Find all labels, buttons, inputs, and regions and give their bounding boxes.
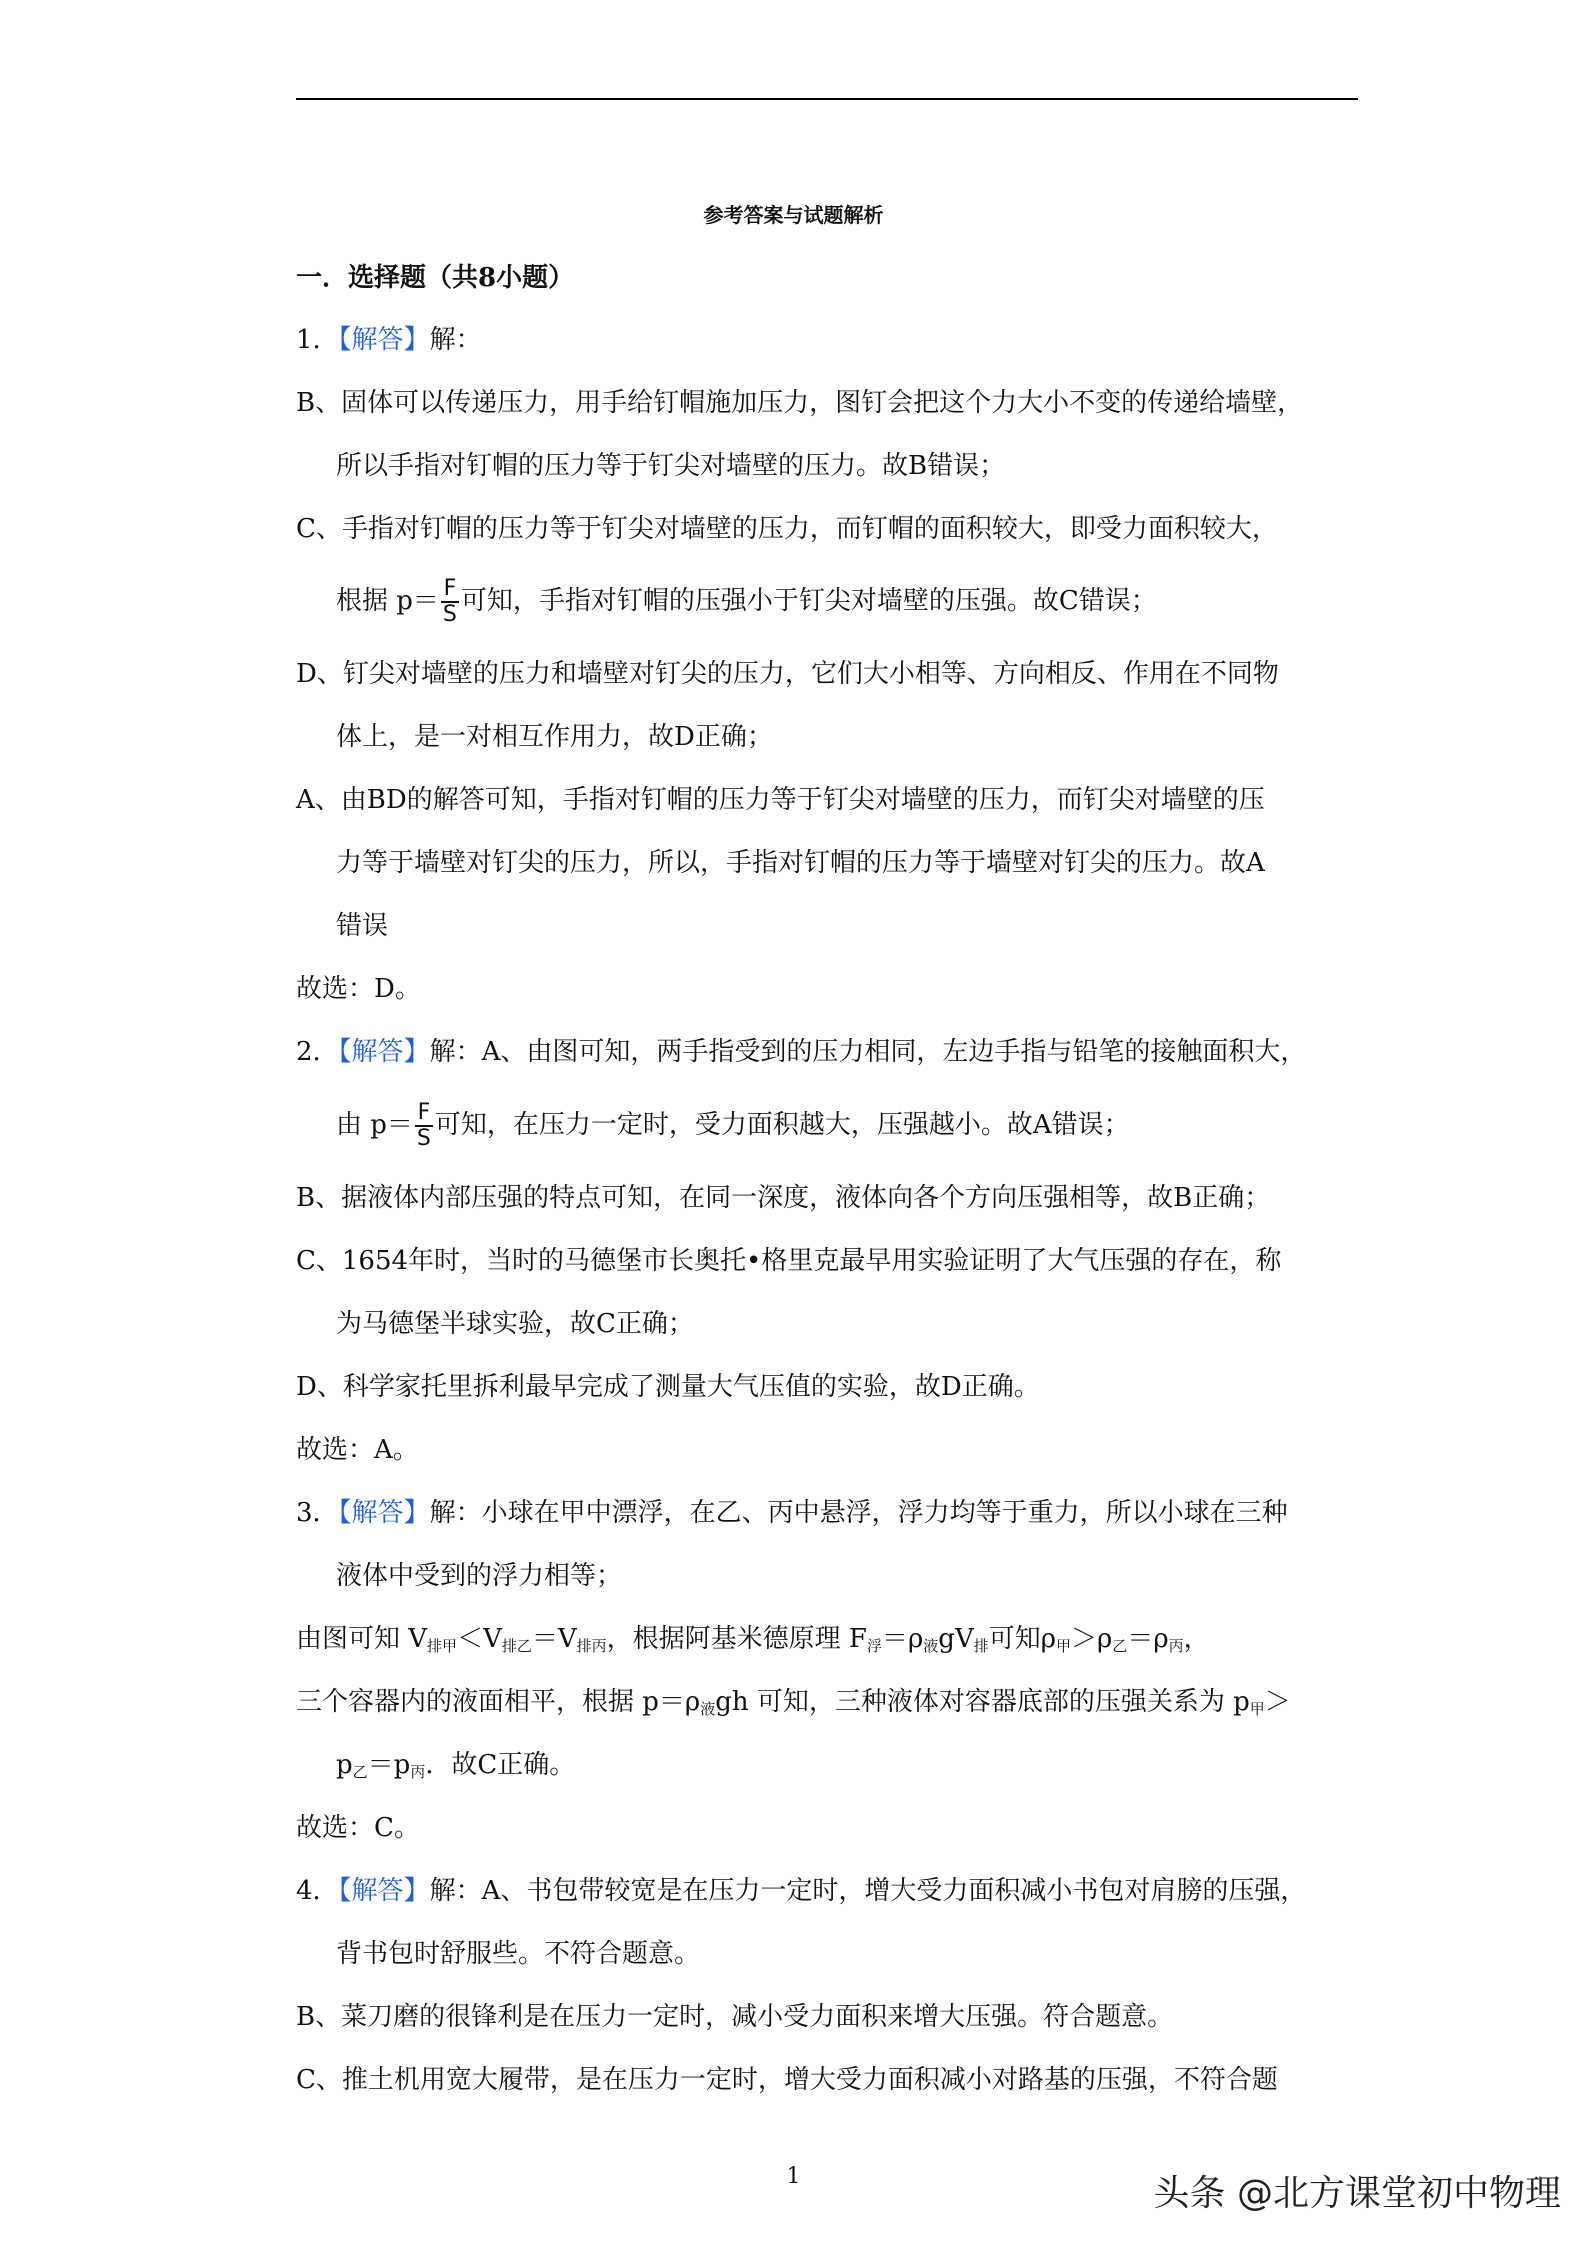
q1-header (296, 322, 482, 358)
q1-option-c-line2 (336, 577, 1157, 627)
q2-pressure-fraction (415, 1101, 433, 1151)
q1-option-a-line3: 错误 (336, 911, 389, 941)
q4-option-b: B、菜刀磨的很锋利是在压力一定时，减小受力面积来增大压强。符合题意。 (296, 2002, 1174, 2032)
text-run: ．故C正确。 (425, 1750, 576, 1780)
text-run: gV (938, 1624, 974, 1654)
text-run: 可知ρ (988, 1624, 1057, 1654)
text-run: ＞ρ (1071, 1624, 1113, 1654)
q2-line1-text: 解：A、由图可知，两手指受到的压力相同，左边手指与铅笔的接触面积大， (429, 1037, 1307, 1067)
q4-answer-tag: 【解答】 (338, 1876, 430, 1906)
subscript: 排甲 (427, 1637, 458, 1655)
q1-option-a-line2: 力等于墙壁对钉尖的压力，所以，手指对钉帽的压力等于墙壁对钉尖的压力。故A (336, 848, 1265, 878)
subscript: 丙 (410, 1763, 426, 1781)
q4-line1-text: 解：A、书包带较宽是在压力一定时，增大受力面积减小书包对肩膀的压强， (429, 1876, 1307, 1906)
q3-line1 (296, 1495, 1288, 1531)
q1-formula-prefix: 根据 p＝ (336, 586, 439, 616)
text-run: ＝ρ (881, 1624, 924, 1654)
subscript: 甲 (1249, 1700, 1265, 1718)
q1-answer: 故选：D。 (296, 974, 421, 1004)
subscript: 排丙 (576, 1637, 607, 1655)
q2-option-d: D、科学家托里拆利最早完成了测量大气压值的实验，故D正确。 (296, 1372, 1040, 1402)
q2-number: 2． (296, 1037, 339, 1067)
page-number: 1 (786, 2164, 801, 2189)
subscript: 甲 (1056, 1637, 1072, 1655)
q2-formula-suffix: 可知，在压力一定时，受力面积越大，压强越小。故A错误； (434, 1110, 1130, 1140)
subscript: 排 (973, 1637, 989, 1655)
section-title: 一．选择题（共8小题） (296, 263, 575, 293)
text-run: gh 可知，三种液体对容器底部的压强关系为 p (715, 1687, 1250, 1717)
subscript: 液 (923, 1637, 939, 1655)
text-run: ＜V (457, 1624, 502, 1654)
q4-option-c: C、推土机用宽大履带，是在压力一定时，增大受力面积减小对路基的压强，不符合题 (296, 2065, 1278, 2095)
q4-number: 4． (296, 1876, 339, 1906)
subscript: 浮 (866, 1637, 882, 1655)
q3-answer: 故选：C。 (296, 1813, 420, 1843)
fraction-denominator: S (442, 602, 457, 627)
q3-line2: 液体中受到的浮力相等； (336, 1561, 623, 1591)
text-run: 三个容器内的液面相平，根据 p＝ρ (296, 1687, 701, 1717)
subscript: 丙 (1168, 1637, 1184, 1655)
fraction-denominator: S (416, 1126, 431, 1151)
q1-option-b-line2: 所以手指对钉帽的压力等于钉尖对墙壁的压力。故B错误； (336, 451, 1006, 481)
q2-line1 (296, 1034, 1306, 1070)
subscript: 液 (700, 1700, 716, 1718)
document-title: 参考答案与试题解析 (703, 203, 884, 227)
text-run: ，根据阿基米德原理 F (606, 1624, 867, 1654)
q2-option-b: B、据液体内部压强的特点可知，在同一深度，液体向各个方向压强相等，故B正确； (296, 1183, 1271, 1213)
subscript: 排乙 (501, 1637, 532, 1655)
q3-number: 3． (296, 1498, 339, 1528)
watermark: 头条 @北方课堂初中物理 (1153, 2173, 1561, 2214)
q1-option-b-line1: B、固体可以传递压力，用手给钉帽施加压力，图钉会把这个力大小不变的传递给墙壁， (296, 388, 1304, 418)
q2-line2 (336, 1101, 1130, 1151)
q2-formula-prefix: 由 p＝ (336, 1110, 413, 1140)
text-run: ＝V (531, 1624, 577, 1654)
q1-option-c-line1: C、手指对钉帽的压力等于钉尖对墙壁的压力，而钉帽的面积较大，即受力面积较大， (296, 514, 1278, 544)
q1-intro: 解： (429, 325, 482, 355)
text-run: ＝p (367, 1750, 411, 1780)
q1-option-d-line2: 体上，是一对相互作用力，故D正确； (336, 722, 773, 752)
q1-answer-tag: 【解答】 (338, 325, 430, 355)
q1-formula-suffix: 可知，手指对钉帽的压强小于钉尖对墙壁的压强。故C错误； (460, 586, 1157, 616)
text-run: ， (1183, 1624, 1210, 1654)
q2-option-c-line1: C、1654年时，当时的马德堡市长奥托•格里克最早用实验证明了大气压强的存在，称 (296, 1246, 1282, 1276)
q1-pressure-fraction (441, 577, 459, 627)
header-rule (296, 98, 1358, 100)
q1-option-d-line1: D、钉尖对墙壁的压力和墙壁对钉尖的压力，它们大小相等、方向相反、作用在不同物 (296, 659, 1279, 689)
q4-line2: 背书包时舒服些。不符合题意。 (336, 1939, 701, 1969)
q4-line1 (296, 1873, 1306, 1909)
subscript: 乙 (352, 1763, 368, 1781)
q3-line5 (336, 1747, 575, 1790)
q2-option-c-line2: 为马德堡半球实验，故C正确； (336, 1309, 694, 1339)
q3-line4 (296, 1684, 1291, 1727)
text-run: ＝ρ (1127, 1624, 1169, 1654)
q1-number: 1． (296, 325, 339, 355)
q2-answer-tag: 【解答】 (338, 1037, 430, 1067)
text-run: ＞ (1264, 1687, 1291, 1717)
subscript: 乙 (1112, 1637, 1128, 1655)
fraction-numerator: F (415, 1101, 433, 1127)
text-run: p (336, 1750, 353, 1780)
q3-answer-tag: 【解答】 (338, 1498, 430, 1528)
q1-option-a-line1: A、由BD的解答可知，手指对钉帽的压力等于钉尖对墙壁的压力，而钉尖对墙壁的压 (296, 785, 1265, 815)
q3-line3 (296, 1621, 1210, 1664)
fraction-numerator: F (441, 577, 459, 603)
q3-line1-text: 解：小球在甲中漂浮，在乙、丙中悬浮，浮力均等于重力，所以小球在三种 (429, 1498, 1288, 1528)
text-run: 由图可知 V (296, 1624, 428, 1654)
q2-answer: 故选：A。 (296, 1435, 419, 1465)
